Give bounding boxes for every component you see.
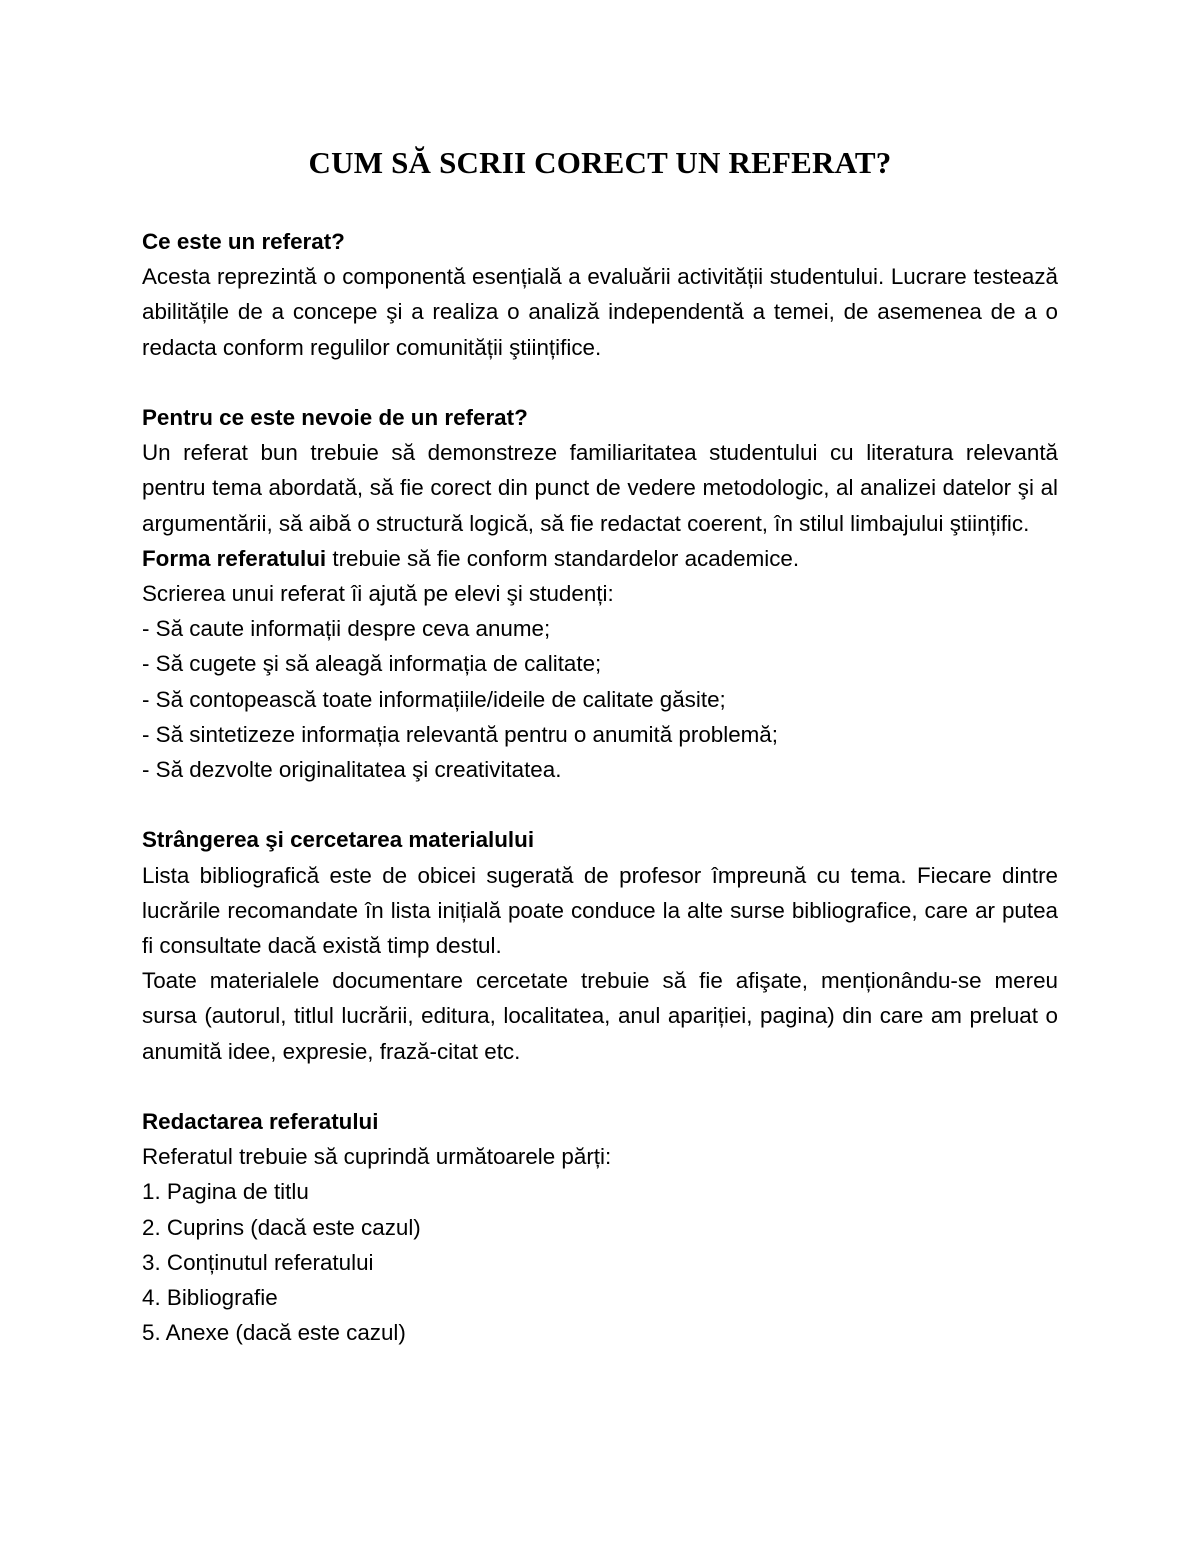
list-item: 1. Pagina de titlu xyxy=(142,1179,309,1205)
paragraph-gap xyxy=(142,1069,1058,1104)
list-item: - Să dezvolte originalitatea şi creativitatea. xyxy=(142,757,562,783)
list-item: - Să cugete şi să aleagă informația de calitate; xyxy=(142,651,602,677)
section-paragraph-sources: Toate materialele documentare cercetate trebuie să fie afişate, menționându-se mereu sursa (autorul, titlul lucrării, editura, localitatea, anul apariției, pagina) din care am preluat o anumită idee, expresie, frază-citat etc. xyxy=(142,968,1058,1064)
list-item: 2. Cuprins (dacă este cazul) xyxy=(142,1214,421,1240)
list-item: 4. Bibliografie xyxy=(142,1285,278,1311)
section-heading-gathering: Strângerea şi cercetarea materialului xyxy=(142,827,535,853)
section-paragraph-bibliography: Lista bibliografică este de obicei sugerată de profesor împreună cu tema. Fiecare dintre lucrările recomandate în lista inițială poate conduce la alte surse bibliografice, care ar putea fi consultate dacă există timp destul. xyxy=(142,862,1058,959)
list-item: - Să contopească toate informațiile/ideile de calitate găsite; xyxy=(142,686,726,712)
parts-intro: Referatul trebuie să cuprindă următoarele părți: xyxy=(142,1144,612,1170)
list-item: - Să sintetizeze informația relevantă pentru o anumită problemă; xyxy=(142,721,778,747)
section-heading-what-is: Ce este un referat? xyxy=(142,229,345,254)
list-item: 3. Conținutul referatului xyxy=(142,1249,374,1275)
section-heading-writing: Redactarea referatului xyxy=(142,1109,379,1135)
document-body xyxy=(142,224,1058,1350)
list-item: - Să caute informații despre ceva anume; xyxy=(142,616,551,642)
page-title: CUM SĂ SCRII CORECT UN REFERAT? xyxy=(308,145,892,180)
section-heading-why-needed: Pentru ce este nevoie de un referat? xyxy=(142,405,528,430)
forma-paragraph xyxy=(142,541,1058,576)
forma-bold-text: Forma referatului xyxy=(142,545,327,571)
section-paragraph-why-needed: Un referat bun trebuie să demonstreze familiaritatea studentului cu literatura relevantă pentru tema abordată, să fie corect din punct de vedere metodologic, al analizei datelor şi al argumentării, să aibă o structură logică, să fie redactat coerent, în stilul limbajului ştiințific. xyxy=(142,440,1058,536)
forma-rest-text: trebuie să fie conform standardelor academice. xyxy=(326,545,800,571)
benefits-intro: Scrierea unui referat îi ajută pe elevi şi studenți: xyxy=(142,581,614,607)
list-item: 5. Anexe (dacă este cazul) xyxy=(142,1320,406,1346)
paragraph-gap xyxy=(142,365,1058,400)
paragraph-gap xyxy=(142,787,1058,822)
section-paragraph-what-is: Acesta reprezintă o componentă esențială a evaluării activității studentului. Lucrare testează abilitățile de a concepe şi a realiza o analiză independentă a temei, de asemenea de a o redacta conform regulilor comunității ştiințifice. xyxy=(142,264,1058,360)
